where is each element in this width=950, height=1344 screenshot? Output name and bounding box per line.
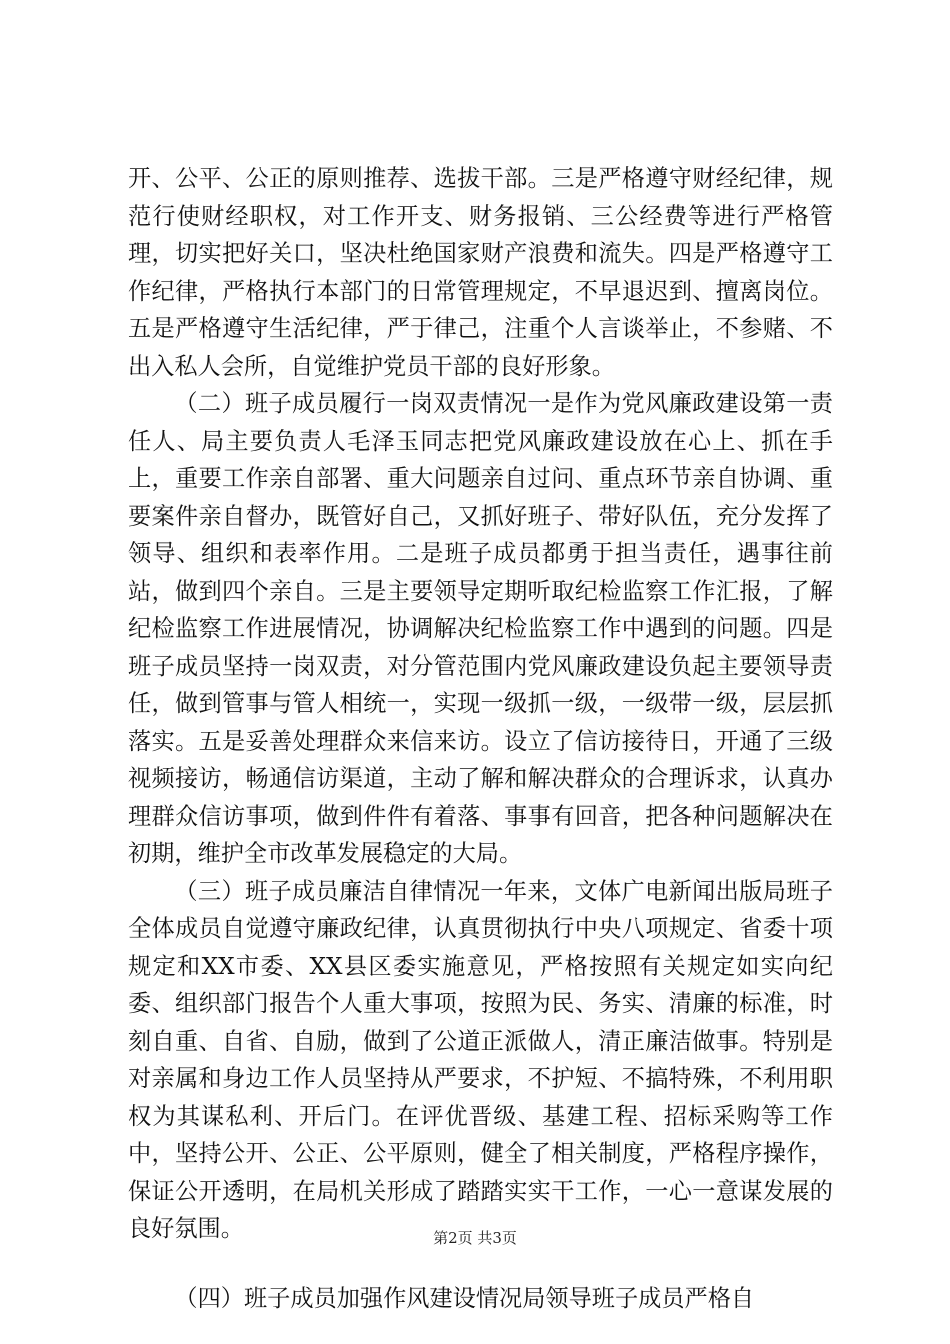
page-number-footer: 第2页 共3页 bbox=[433, 1229, 517, 1247]
paragraph-section-two: （二）班子成员履行一岗双责情况一是作为党风廉政建设第一责任人、局主要负责人毛泽玉同志把党风廉政建设放在心上、抓在手上，重要工作亲自部署、重大问题亲自过问、重点环节亲自协调、重要案件亲自督办，既管好自己，又抓好班子、带好队伍，充分发挥了领导、组织和表率作用。二是班子成员都勇于担当责任，遇事往前站，做到四个亲自。三是主要领导定期听取纪检监察工作汇报，了解纪检监察工作进展情况，协调解决纪检监察工作中遇到的问题。四是班子成员坚持一岗双责，对分管范围内党风廉政建设负起主要领导责任，做到管事与管人相统一，实现一级抓一级，一级带一级，层层抓落实。五是妥善处理群众来信来访。设立了信访接待日，开通了三级视频接访，畅通信访渠道，主动了解和解决群众的合理诉求，认真办理群众信访事项，做到件件有着落、事事有回音，把各种问题解决在初期，维护全市改革发展稳定的大局。 bbox=[128, 390, 833, 867]
paragraph-section-four: （四）班子成员加强作风建设情况局领导班子成员严格自 bbox=[174, 1284, 755, 1312]
paragraph-section-three: （三）班子成员廉洁自律情况一年来，文体广电新闻出版局班子全体成员自觉遵守廉政纪律，认真贯彻执行中央八项规定、省委十项规定和XX市委、XX县区委实施意见，严格按照有关规定如实向纪委、组织部门报告个人重大事项，按照为民、务实、清廉的标准，时刻自重、自省、自励，做到了公道正派做人，清正廉洁做事。特别是对亲属和身边工作人员坚持从严要求，不护短、不搞特殊，不利用职权为其谋私利、开后门。在评优晋级、基建工程、招标采购等工作中，坚持公开、公正、公平原则，健全了相关制度，严格程序操作，保证公开透明，在局机关形成了踏踏实实干工作，一心一意谋发展的良好氛围。 bbox=[128, 877, 833, 1242]
document-body bbox=[128, 160, 833, 1317]
paragraph-continuation: 开、公平、公正的原则推荐、选拔干部。三是严格遵守财经纪律，规范行使财经职权，对工作开支、财务报销、三公经费等进行严格管理，切实把好关口，坚决杜绝国家财产浪费和流失。四是严格遵守工作纪律，严格执行本部门的日常管理规定，不早退迟到、擅离岗位。五是严格遵守生活纪律，严于律己，注重个人言谈举止，不参赌、不出入私人会所，自觉维护党员干部的良好形象。 bbox=[128, 165, 833, 380]
